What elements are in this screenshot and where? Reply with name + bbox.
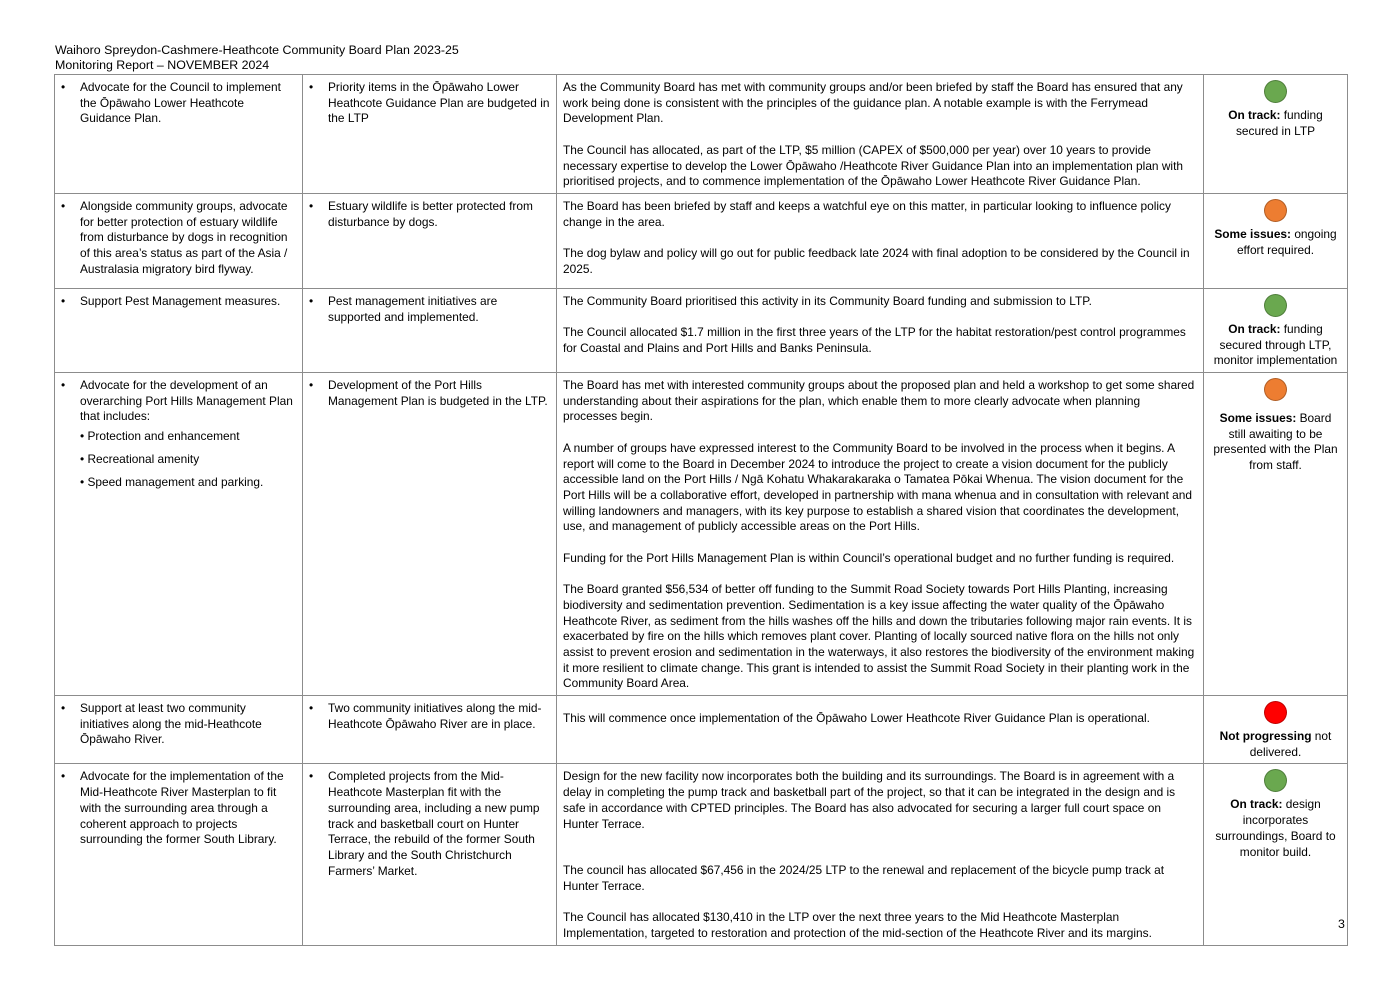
measure-cell: • Estuary wildlife is better protected from disturbance by dogs. xyxy=(303,193,557,288)
action-cell: • Alongside community groups, advocate for better protection of estuary wildlife from disturbance by dogs in recognition of this area’s status as part of the Asia / Australasia migratory bird flyway. xyxy=(55,193,303,288)
measure-cell: • Two community initiatives along the mid-Heathcote Ōpāwaho River are in place. xyxy=(303,696,557,764)
update-paragraph: The Council has allocated, as part of the LTP, $5 million (CAPEX of $500,000 per year) over 10 years to provide necessary expertise to develop the Lower Ōpāwaho /Heathcote River Guidance Plan into an implementation plan with prioritised projects, and to commence implementation of the Ōpāwaho Lower Heathcote River Guidance Plan. xyxy=(563,142,1183,189)
status-text: design incorporates surroundings, Board to monitor build. xyxy=(1215,797,1336,859)
update-paragraph: The Board has met with interested community groups about the proposed plan and held a workshop to get some shared understanding about their aspirations for the plan, which enable them to more clearly advocate when planning processes begin. xyxy=(563,378,1195,424)
update-paragraph: This will commence once implementation of the Ōpāwaho Lower Heathcote River Guidance Plan is operational. xyxy=(563,711,1150,726)
measure-cell: • Completed projects from the Mid-Heathcote Masterplan fit with the surrounding area, including a new pump track and basketball court on Hunter Terrace, the rebuild of the former South Library and the South Christchurch Farmers’ Market. xyxy=(303,764,557,945)
status-indicator-orange xyxy=(1264,378,1287,401)
document-header xyxy=(55,43,459,73)
update-paragraph: The Board granted $56,534 of better off funding to the Summit Road Society towards Port Hills Planting, increasing biodiversity and sedimentation prevention. Sedimentation is a key issue affecting the water quality of the Ōpāwaho Heathcote River, as sediment from the hills washes off the hills and down the tributaries following major rain events. It is exacerbated by fire on the hills which removes plant cover. Planting of locally sourced native flora on the hills not only assist to prevent erosion and sedimentation in the waterways, it also restores the biodiversity of the environment making it more resilient to climate change. This grant is intended to assist the Summit Road Society in their planting work in the Community Board Area. xyxy=(563,582,1195,691)
status-label: Not progressing xyxy=(1219,729,1312,744)
measure-text: Development of the Port Hills Management Plan is budgeted in the LTP. xyxy=(328,378,548,408)
status-text: ongoing effort required. xyxy=(1236,226,1337,257)
update-paragraph: The dog bylaw and policy will go out for public feedback late 2024 with final adoption to be considered by the Council in 2025. xyxy=(563,246,1190,276)
status-cell xyxy=(1204,193,1348,288)
status-text: Board still awaiting to be presented with the Plan from staff. xyxy=(1213,411,1338,473)
action-text: Advocate for the Council to implement the Ōpāwaho Lower Heathcote Guidance Plan. xyxy=(80,80,281,126)
action-text: Support Pest Management measures. xyxy=(80,293,281,308)
action-cell: • Support Pest Management measures. xyxy=(55,288,303,372)
action-text: Advocate for the development of an overarching Port Hills Management Plan that includes: xyxy=(80,378,293,424)
status-label: Some issues: xyxy=(1214,226,1292,241)
action-cell: • Advocate for the development of an overarching Port Hills Management Plan that includes: • Protection and enhancement • Recreational amenity • Speed management and parking. xyxy=(55,373,303,696)
status-label: On track: xyxy=(1230,797,1283,812)
status-indicator-green xyxy=(1264,769,1287,792)
update-paragraph: As the Community Board has met with community groups and/or been briefed by staff the Board has ensured that any work being done is consistent with the principles of the guidance plan. A notable example is with the Ferrymead Development Plan. xyxy=(563,80,1183,126)
update-paragraph: The council has allocated $67,456 in the 2024/25 LTP to the renewal and replacement of the bicycle pump track at Hunter Terrace. xyxy=(563,863,1165,893)
status-cell xyxy=(1204,75,1348,194)
measure-cell: • Development of the Port Hills Management Plan is budgeted in the LTP. xyxy=(303,373,557,696)
update-cell xyxy=(557,696,1204,764)
action-text: Support at least two community initiatives along the mid-Heathcote Ōpāwaho River. xyxy=(80,701,262,747)
status-text: funding secured through LTP, monitor implementation xyxy=(1213,321,1338,368)
action-cell: • Advocate for the implementation of the Mid-Heathcote River Masterplan to fit with the surrounding area through a coherent approach to projects surrounding the former South Library. xyxy=(55,764,303,945)
table-row xyxy=(55,373,1348,696)
measure-cell: • Priority items in the Ōpāwaho Lower Heathcote Guidance Plan are budgeted in the LTP xyxy=(303,75,557,194)
status-label: Some issues: xyxy=(1219,411,1297,426)
status-indicator-green xyxy=(1264,80,1287,103)
table-row xyxy=(55,75,1348,194)
action-sub-list xyxy=(80,429,296,490)
status-cell xyxy=(1204,373,1348,696)
measure-text: Estuary wildlife is better protected from disturbance by dogs. xyxy=(328,198,533,229)
update-cell xyxy=(557,193,1204,288)
measure-text: Two community initiatives along the mid-Heathcote Ōpāwaho River are in place. xyxy=(328,701,542,731)
action-cell: • Advocate for the Council to implement the Ōpāwaho Lower Heathcote Guidance Plan. xyxy=(55,75,303,194)
update-cell xyxy=(557,288,1204,372)
measure-text: Priority items in the Ōpāwaho Lower Heathcote Guidance Plan are budgeted in the LTP xyxy=(328,80,550,126)
status-indicator-green xyxy=(1264,294,1287,317)
status-indicator-orange xyxy=(1264,199,1287,222)
update-paragraph: The Council has allocated $130,410 in the LTP over the next three years to the Mid Heathcote Masterplan Implementation, targeted to restoration and protection of the mid-section of the Heathcote River and its margins. xyxy=(563,910,1152,941)
status-cell xyxy=(1204,288,1348,372)
update-paragraph: The Community Board prioritised this activity in its Community Board funding and submission to LTP. xyxy=(563,293,1092,308)
table-row xyxy=(55,764,1348,945)
measure-text: Pest management initiatives are supported and implemented. xyxy=(328,293,498,324)
list-item: • Protection and enhancement xyxy=(80,429,240,444)
update-cell xyxy=(557,373,1204,696)
update-paragraph: The Board has been briefed by staff and keeps a watchful eye on this matter, in particular looking to influence policy change in the area. xyxy=(563,198,1171,229)
update-cell xyxy=(557,764,1204,945)
monitoring-table xyxy=(54,74,1348,946)
list-item: • Speed management and parking. xyxy=(80,474,264,489)
update-paragraph: A number of groups have expressed interest to the Community Board to be involved in the process when it begins. A report will come to the Board in December 2024 to introduce the project to create a vision document for the publicly accessible land on the Port Hills / Ngā Kohatu Whakarakaraka o Tamatea Pōkai Whenua. The vision document for the Port Hills will be a collaborative effort, developed in partnership with mana whenua and in consultation with relevant and willing landowners and managers, with its key purpose to establish a shared vision that coordinates the development, use, and management of publicly accessible areas on the Port Hills. xyxy=(563,440,1193,534)
list-item: • Recreational amenity xyxy=(80,451,200,466)
action-text: Alongside community groups, advocate for better protection of estuary wildlife from disturbance by dogs in recognition of this area’s status as part of the Asia / Australasia migratory bird flyway. xyxy=(80,198,288,276)
status-indicator-red xyxy=(1264,701,1287,724)
update-paragraph: Funding for the Port Hills Management Plan is within Council’s operational budget and no further funding is required. xyxy=(563,550,1175,565)
status-text: funding secured in LTP xyxy=(1235,108,1323,138)
action-text: Advocate for the implementation of the Mid-Heathcote River Masterplan to fit with the surrounding area through a coherent approach to projects surrounding the former South Library. xyxy=(80,769,284,847)
update-cell xyxy=(557,75,1204,194)
action-cell: • Support at least two community initiatives along the mid-Heathcote Ōpāwaho River. xyxy=(55,696,303,764)
update-paragraph: The Council allocated $1.7 million in the first three years of the LTP for the habitat restoration/pest control programmes for Coastal and Plains and Port Hills and Banks Peninsula. xyxy=(563,325,1186,355)
page-number: 3 xyxy=(1338,917,1345,931)
document-title: Waihoro Spreydon-Cashmere-Heathcote Community Board Plan 2023-25 xyxy=(55,43,459,57)
status-label: On track: xyxy=(1228,108,1281,122)
table-row xyxy=(55,288,1348,372)
table-row xyxy=(55,696,1348,764)
document-subtitle: Monitoring Report – NOVEMBER 2024 xyxy=(55,58,270,72)
status-cell xyxy=(1204,764,1348,945)
status-cell xyxy=(1204,696,1348,764)
status-text: not delivered. xyxy=(1249,729,1332,759)
update-paragraph: Design for the new facility now incorporates both the building and its surroundings. The Board is in agreement with a delay in completing the pump track and basketball part of the project, so that it can be integrated in the design and is safe in accordance with CPTED principles. The Board has also advocated for securing a larger full court space on Hunter Terrace. xyxy=(563,769,1176,831)
measure-text: Completed projects from the Mid-Heathcote Masterplan fit with the surrounding area, including a new pump track and basketball court on Hunter Terrace, the rebuild of the former South Library and the South Christchurch Farmers’ Market. xyxy=(328,769,540,878)
measure-cell: • Pest management initiatives are supported and implemented. xyxy=(303,288,557,372)
status-label: On track: xyxy=(1228,321,1281,336)
table-row xyxy=(55,193,1348,288)
